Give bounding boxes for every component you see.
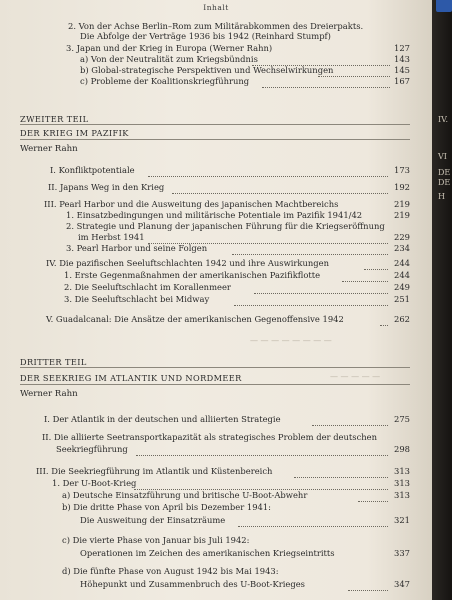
toc-entry [62,535,410,546]
toc-page: 337 [394,548,410,558]
toc-label: b) Global-strategische Perspektiven und Wechselwirkungen [80,65,334,75]
bleed-through-text: — — — — — — — — [250,336,332,345]
toc-entry-cont [80,515,410,526]
toc-label: V. Guadalcanal: Die Ansätze der amerikanischen Gegenoffensive 1942 [46,314,344,324]
part-author: Werner Rahn [20,389,78,399]
toc-label: Seekriegführung [56,444,128,454]
toc-entry-cont [80,579,410,590]
toc-label: a) Von der Neutralität zum Kriegsbündnis [80,54,258,64]
toc-entry [50,165,410,176]
part-heading: ZWEITER TEIL [20,114,89,124]
toc-page: 229 [394,232,410,242]
leader-dots [238,516,388,527]
toc-label: II. Japans Weg in den Krieg [48,182,165,192]
toc-entry [44,414,410,425]
toc-label: I. Konfliktpotentiale [50,165,135,175]
toc-label: I. Der Atlantik in der deutschen und alliierten Strategie [44,414,281,424]
running-head: Inhalt [203,3,229,12]
toc-label: im Herbst 1941 [78,232,145,242]
toc-page: 173 [394,165,410,175]
toc-page: 192 [394,182,410,192]
leader-dots [148,166,388,177]
toc-entry [48,182,410,193]
toc-page: 313 [394,490,410,500]
divider [20,367,410,368]
toc-label: 3. Die Seeluftschlacht bei Midway [64,294,210,304]
facing-page-fragment: DE [438,168,451,177]
toc-label: 2. Die Seeluftschlacht im Korallenmeer [64,282,231,292]
bookmark-ribbon [436,0,452,12]
toc-entry [62,566,410,577]
part-title: DER SEEKRIEG IM ATLANTIK UND NORDMEER [20,373,242,383]
toc-entry [46,314,410,325]
leader-dots [262,77,390,88]
toc-entry [62,502,410,513]
part-heading: DRITTER TEIL [20,357,87,367]
divider [20,384,410,385]
toc-page: 167 [394,76,410,86]
toc-label: c) Probleme der Koalitionskriegführung [80,76,250,86]
toc-page: 275 [394,414,410,424]
leader-dots [312,415,388,426]
toc-page: 249 [394,282,410,292]
toc-entry-3c [80,76,410,87]
toc-page: 219 [394,199,410,209]
toc-entry [66,243,410,254]
toc-entry [46,258,410,269]
toc-label: IV. Die pazifischen Seeluftschlachten 1942 und ihre Auswirkungen [46,258,330,268]
facing-page-fragment: VI [438,152,447,161]
toc-entry-3b [80,65,410,76]
toc-page: 313 [394,466,410,476]
toc-label: Höhepunkt und Zusammenbruch des U-Boot-Krieges [80,579,305,589]
facing-page-fragment: DE [438,178,451,187]
facing-page-fragment: IV. [438,115,449,124]
leader-dots [134,479,388,490]
leader-dots [294,467,388,478]
toc-page: 313 [394,478,410,488]
toc-label: Operationen im Zeichen des amerikanischen Kriegseintritts [80,548,335,558]
toc-page: 234 [394,243,410,253]
toc-entry [66,210,410,221]
toc-label: 2. Strategie und Planung der japanischen Führung für die Kriegseröffnung [66,221,385,231]
toc-page: 262 [394,314,410,324]
toc-page: 347 [394,579,410,589]
part-author: Werner Rahn [20,144,78,154]
toc-label: II. Die alliierte Seetransportkapazität als strategisches Problem der deutschen [42,432,378,442]
part-title: DER KRIEG IM PAZIFIK [20,128,129,138]
book-spine-edge [432,0,452,600]
toc-page: 244 [394,258,410,268]
toc-entry [44,199,410,210]
leader-dots [380,315,388,326]
toc-label: a) Deutsche Einsatzführung und britische U-Boot-Abwehr [62,490,308,500]
toc-entry [64,294,410,305]
toc-label: d) Die fünfte Phase von August 1942 bis Mai 1943: [62,566,279,576]
leader-dots [342,271,388,282]
leader-dots [234,295,388,306]
toc-entry-3a [80,54,410,65]
toc-page: 251 [394,294,410,304]
leader-dots [358,491,388,502]
toc-label: Die Ausweitung der Einsatzräume [80,515,226,525]
toc-entry [42,432,410,443]
facing-page-fragment: H [438,192,445,201]
toc-label: b) Die dritte Phase von April bis Dezember 1941: [62,502,271,512]
toc-entry-cont [56,444,410,455]
toc-entry-2: 2. Von der Achse Berlin–Rom zum Militärabkommen des Dreierpakts. [68,21,364,31]
leader-dots [348,580,388,591]
toc-page: 145 [394,65,410,75]
divider [20,139,410,140]
toc-entry [64,282,410,293]
toc-label: c) Die vierte Phase von Januar bis Juli 1942: [62,535,250,545]
toc-entry-3 [66,43,410,54]
toc-page: 219 [394,210,410,220]
toc-page: 298 [394,444,410,454]
toc-page: 143 [394,54,410,64]
toc-entry-cont [78,232,410,243]
toc-label: III. Die Seekriegführung im Atlantik und Küstenbereich [36,466,273,476]
toc-entry-cont [80,548,410,559]
leader-dots [172,183,388,194]
toc-label: 3. Pearl Harbor und seine Folgen [66,243,208,253]
toc-entry [64,270,410,281]
toc-label: 3. Japan und der Krieg in Europa (Werner Rahn) [66,43,273,53]
toc-entry-2-cont: Die Abfolge der Verträge 1936 bis 1942 (Reinhard Stumpf) [80,31,331,41]
leader-dots [232,244,388,255]
toc-page: 127 [394,43,410,53]
toc-entry [36,466,410,477]
toc-label: 1. Einsatzbedingungen und militärische Potentiale im Pazifik 1941/42 [66,210,363,220]
toc-entry [52,478,410,489]
leader-dots [136,445,388,456]
toc-entry [66,221,410,232]
toc-label: 1. Der U-Boot-Krieg [52,478,137,488]
toc-page: 321 [394,515,410,525]
divider [20,124,410,125]
leader-dots [254,283,388,294]
toc-page: 244 [394,270,410,280]
toc-label: 1. Erste Gegenmaßnahmen der amerikanischen Pazifikflotte [64,270,321,280]
bleed-through-text: — — — — — [330,372,381,381]
leader-dots [364,259,388,270]
toc-entry [62,490,410,501]
toc-label: III. Pearl Harbor und die Ausweitung des japanischen Machtbereichs [44,199,339,209]
